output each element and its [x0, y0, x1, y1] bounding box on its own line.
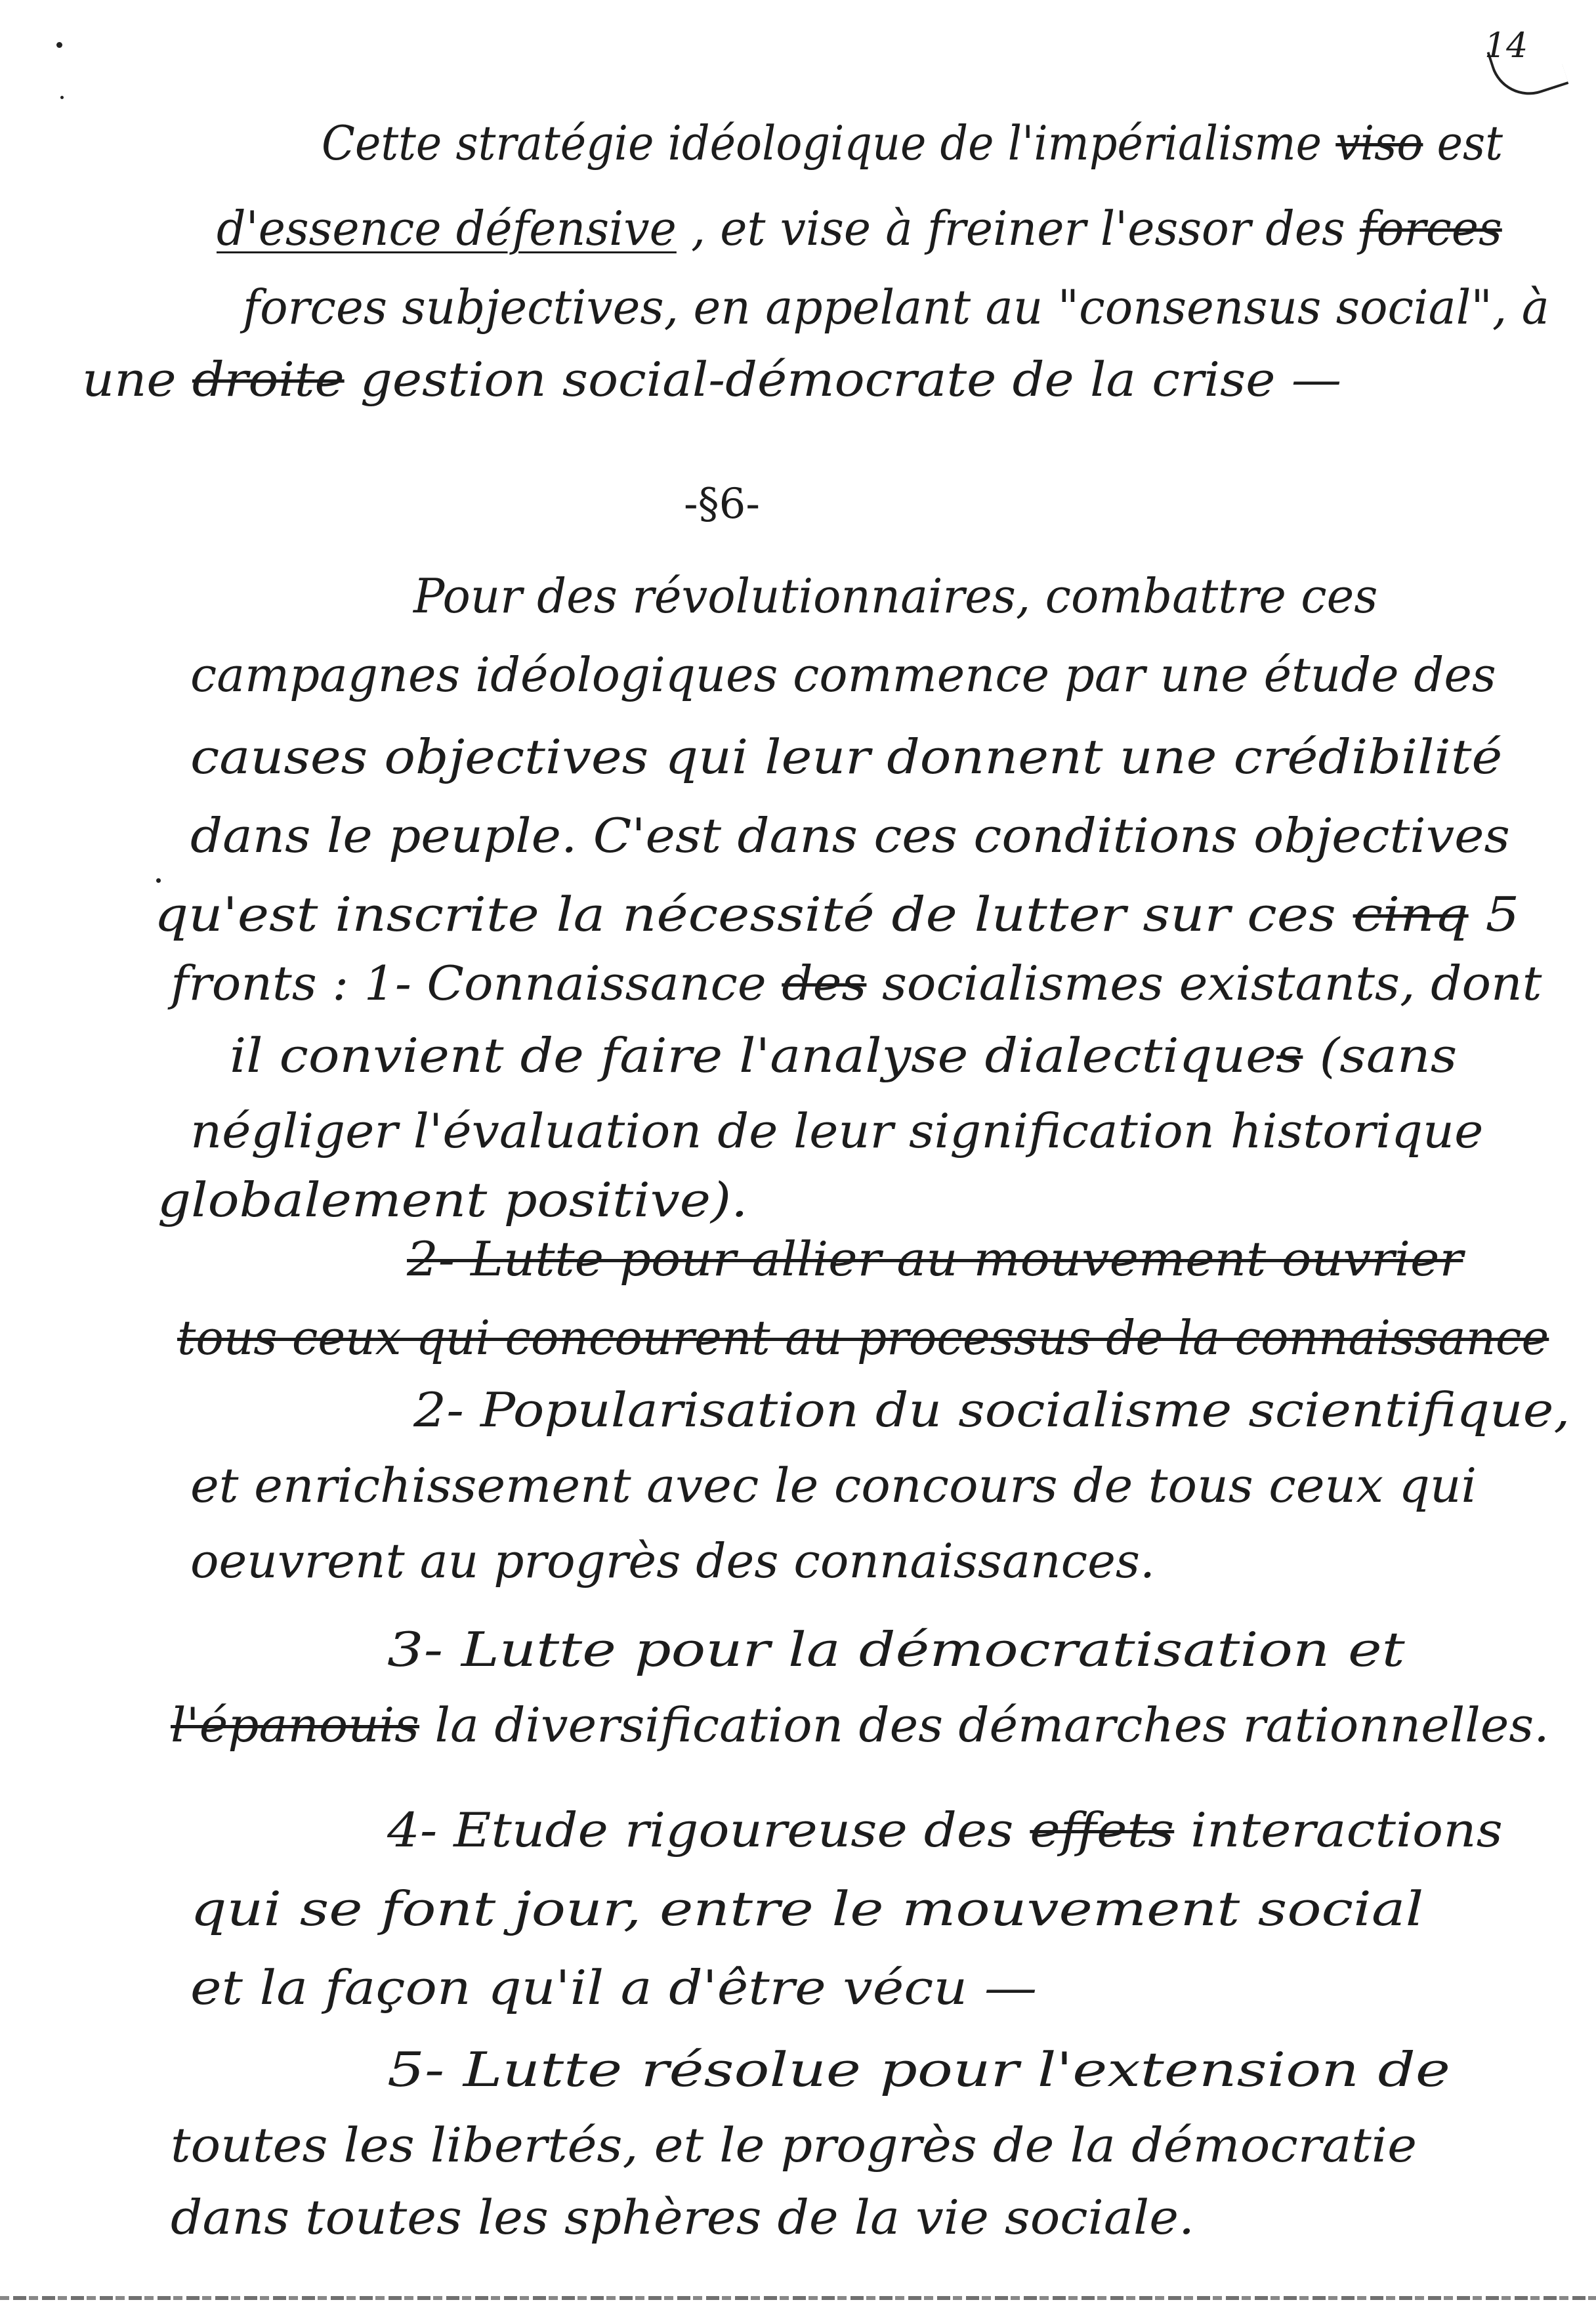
struck-through-text: des — [782, 956, 867, 1011]
line-text: oeuvrent au progrès des connaissances. — [190, 1533, 1155, 1588]
line-text: Pour des révolutionnaires, combattre ces — [413, 568, 1378, 624]
manuscript-line — [177, 1306, 1549, 1369]
line-text: campagnes idéologiques commence par une étude des — [190, 647, 1496, 702]
manuscript-line — [190, 1956, 1037, 2019]
line-text: gestion social-démocrate de la crise — — [344, 352, 1342, 407]
manuscript-line — [190, 804, 1510, 867]
page-number: 14 — [1484, 26, 1528, 66]
manuscript-line — [243, 276, 1549, 339]
struck-through-text: s — [1276, 1028, 1303, 1083]
manuscript-line — [190, 1529, 1155, 1592]
margin-mark — [156, 878, 161, 883]
manuscript-line — [230, 1024, 1457, 1087]
manuscript-line — [407, 1227, 1463, 1290]
margin-mark — [56, 42, 62, 48]
line-text: Cette stratégie idéologique de l'impérialisme — [322, 116, 1336, 171]
line-text: 5- Lutte résolue pour l'extension de — [387, 2042, 1450, 2097]
line-text: socialismes existants, dont — [866, 956, 1542, 1011]
struck-through-text: tous ceux qui concourent au processus de la connaissance — [177, 1310, 1549, 1365]
manuscript-line — [387, 1799, 1503, 1862]
manuscript-line — [217, 197, 1502, 260]
line-text: toutes les libertés, et le progrès de la démocratie — [171, 2118, 1417, 2173]
manuscript-line — [190, 1454, 1477, 1517]
struck-through-text: viso — [1335, 116, 1423, 171]
line-text: globalement positive). — [158, 1172, 748, 1227]
manuscript-line — [171, 2114, 1417, 2177]
line-text: 3- Lutte pour la démocratisation et — [387, 1622, 1405, 1677]
line-text: négliger l'évaluation de leur signification historique — [190, 1103, 1484, 1159]
manuscript-line — [190, 1877, 1423, 1940]
manuscript-line — [190, 725, 1502, 788]
manuscript-line — [171, 952, 1542, 1015]
line-text: il convient de faire l'analyse dialectique — [230, 1028, 1276, 1083]
margin-mark — [60, 96, 64, 99]
line-text: dans toutes les sphères de la vie sociale. — [171, 2190, 1195, 2245]
manuscript-line — [171, 1693, 1549, 1757]
manuscript-line — [387, 1618, 1405, 1681]
line-text: et la façon qu'il a d'être vécu — — [190, 1960, 1038, 2015]
line-text: 2- Popularisation du socialisme scientifique, — [413, 1382, 1570, 1437]
line-text: dans le peuple. C'est dans ces conditions objectives — [190, 808, 1510, 863]
manuscript-line — [322, 112, 1503, 175]
line-text: qu'est inscrite la nécessité de lutter sur ces — [154, 887, 1353, 942]
manuscript-line — [190, 1099, 1483, 1162]
struck-through-text: effets — [1030, 1802, 1175, 1858]
line-text: fronts : 1- Connaissance — [171, 956, 782, 1011]
manuscript-line — [413, 564, 1377, 628]
line-text: et enrichissement avec le concours de tous ceux qui — [190, 1458, 1477, 1513]
line-text: est — [1423, 116, 1503, 171]
manuscript-line — [413, 1378, 1570, 1441]
section-heading: -§6- — [684, 480, 760, 528]
underlined-text: d'essence défensive — [217, 201, 677, 256]
line-text: causes objectives qui leur donnent une crédibilité — [190, 729, 1503, 784]
line-text: une — [82, 352, 192, 407]
manuscript-line — [158, 1168, 748, 1231]
line-text: interactions — [1174, 1802, 1503, 1858]
line-text: qui se font jour, entre le mouvement social — [190, 1881, 1424, 1936]
line-text: la diversification des démarches rationnelles. — [419, 1697, 1549, 1753]
struck-through-text: 2- Lutte pour allier au mouvement ouvrier — [407, 1231, 1463, 1287]
manuscript-line — [171, 2186, 1194, 2249]
line-text: 4- Etude rigoureuse des — [387, 1802, 1030, 1858]
manuscript-line — [387, 2038, 1450, 2101]
line-text: forces subjectives, en appelant au "consensus social", à — [243, 280, 1549, 335]
line-text: , et vise à freiner l'essor des — [676, 201, 1360, 256]
struck-through-text: cinq — [1353, 887, 1469, 942]
line-text: (sans — [1303, 1028, 1458, 1083]
struck-through-text: forces — [1359, 201, 1502, 256]
manuscript-line — [82, 348, 1341, 411]
scan-edge — [0, 2296, 1596, 2300]
line-text: 5 — [1468, 887, 1520, 942]
struck-through-text: l'épanouis — [171, 1697, 420, 1753]
manuscript-line — [190, 643, 1496, 706]
manuscript-line — [154, 883, 1519, 946]
struck-through-text: droite — [192, 352, 345, 407]
